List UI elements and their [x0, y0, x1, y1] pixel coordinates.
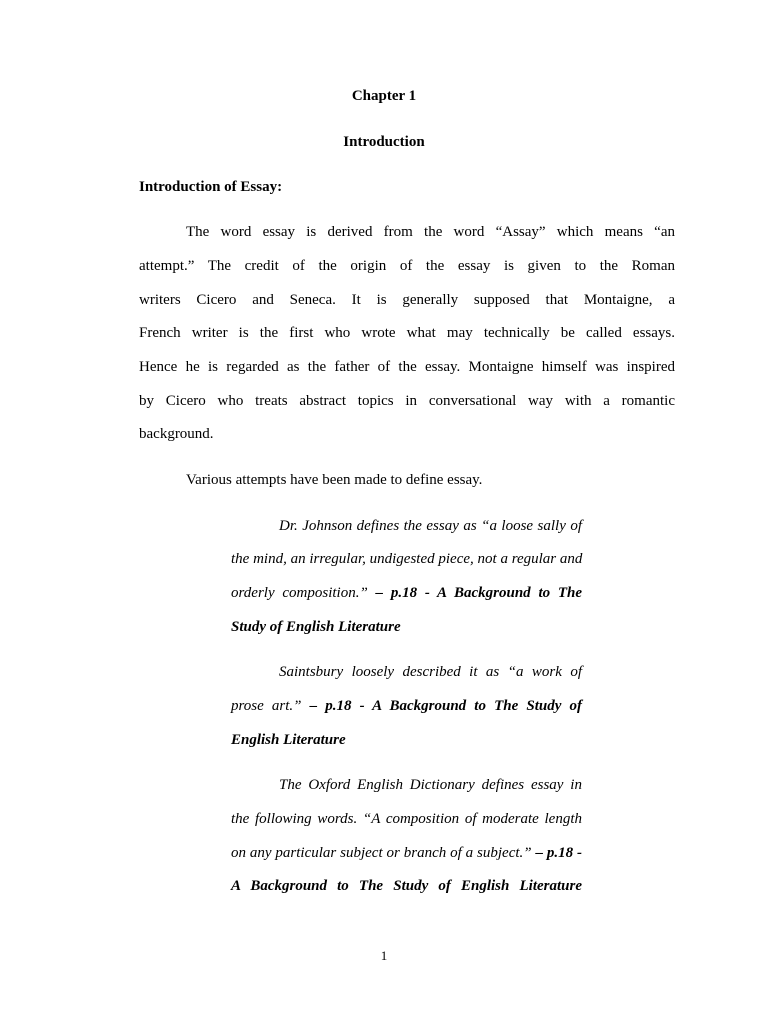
quote-word: composition.” [274, 585, 368, 601]
quote-word: as [477, 664, 500, 680]
quote-word: The [279, 777, 302, 793]
quote-word: Dr. [279, 518, 298, 534]
quote-word: loosely [343, 664, 395, 680]
quote-word: defines [474, 777, 525, 793]
quote-line [279, 518, 582, 535]
quote-word: piece, [434, 551, 474, 567]
citation-word: p.18 [383, 585, 418, 601]
citation-word: Literature [334, 619, 401, 635]
quote-line [231, 732, 582, 749]
quote-line [279, 664, 582, 681]
quote-word: particular [271, 845, 337, 861]
quote-word: on [231, 845, 246, 861]
citation-word: - [351, 698, 365, 714]
quote-line [279, 777, 582, 794]
quote-word: as [458, 518, 477, 534]
citation-word: A [231, 878, 241, 894]
quote-word: the [399, 518, 422, 534]
citation-word: Study [518, 698, 562, 714]
quote-word: art.” [263, 698, 302, 714]
citation-word: A [429, 585, 447, 601]
quote-word: length [538, 811, 582, 827]
quote-word: sally [533, 518, 566, 534]
quote-word: not [473, 551, 497, 567]
citation-word: of [266, 619, 283, 635]
quote-line [231, 619, 582, 636]
quote-word: composition [380, 811, 460, 827]
citation-word: p.18 [543, 845, 574, 861]
quote-word: “a [476, 518, 497, 534]
paragraph-line: attempt.” The credit of the origin of the essay is given to the Roman [139, 258, 675, 274]
page-number: 1 [380, 948, 388, 963]
citation-word: Background [240, 878, 327, 894]
quote-word: following [249, 811, 312, 827]
quote-line [231, 698, 582, 715]
citation-word: English [282, 619, 335, 635]
citation-word: to [466, 698, 486, 714]
citation-word: The [485, 698, 519, 714]
quote-word: orderly [231, 585, 275, 601]
quote-word: subject [336, 845, 383, 861]
citation-word: The [550, 585, 583, 601]
quote-line [231, 811, 582, 828]
quote-word: a [496, 551, 508, 567]
citation-word: Literature [509, 878, 582, 894]
paragraph-line: by Cicero who treats abstract topics in conversational way with a romantic [139, 393, 675, 409]
quote-word: branch [399, 845, 447, 861]
citation-word: Study [383, 878, 429, 894]
quote-word: “a [499, 664, 524, 680]
quote-word: words. [311, 811, 358, 827]
quote-line [231, 551, 582, 568]
section-heading: Introduction of Essay: [139, 179, 283, 195]
quote-word: Dictionary [402, 777, 475, 793]
quote-word: Saintsbury [279, 664, 344, 680]
citation-word: Study [231, 619, 267, 635]
quote-word: of [565, 518, 583, 534]
quote-word: Johnson [297, 518, 353, 534]
chapter-title: Introduction [343, 134, 425, 150]
citation-word: – [531, 845, 543, 861]
quote-word: prose [231, 698, 264, 714]
citation-word: of [428, 878, 451, 894]
citation-word: – [367, 585, 384, 601]
paragraph-line: writers Cicero and Seneca. It is generally supposed that Montaigne, a [139, 292, 675, 308]
quote-word: of [459, 811, 477, 827]
quote-line [231, 845, 582, 862]
citation-word: A [364, 698, 382, 714]
quote-word: regular [507, 551, 557, 567]
quote-word: work [523, 664, 562, 680]
definitions-lead: Various attempts have been made to define essay. [186, 472, 483, 488]
paragraph-line: background. [139, 426, 214, 442]
citation-word: – [301, 698, 318, 714]
quote-word: essay [421, 518, 459, 534]
quote-word: an [286, 551, 306, 567]
quote-word: described [394, 664, 461, 680]
quote-word: it [460, 664, 478, 680]
citation-word: to [530, 585, 551, 601]
quote-word: or [382, 845, 400, 861]
citation-word: Background [381, 698, 467, 714]
quote-line [231, 878, 582, 895]
citation-word: Background [446, 585, 531, 601]
citation-word: English [450, 878, 510, 894]
quote-word: essay [524, 777, 564, 793]
quote-word: subject.” [473, 845, 532, 861]
quote-word: irregular, [305, 551, 366, 567]
quote-word: and [556, 551, 583, 567]
citation-word: English [231, 732, 280, 748]
quote-word: “A [357, 811, 381, 827]
quote-word: mind, [249, 551, 287, 567]
citation-word: - [417, 585, 430, 601]
quote-word: Oxford [301, 777, 351, 793]
quote-word: undigested [365, 551, 435, 567]
paragraph-line: French writer is the first who wrote what may technically be called essays. [139, 325, 675, 341]
citation-word: of [561, 698, 583, 714]
quote-word: moderate [476, 811, 539, 827]
quote-word: any [246, 845, 272, 861]
quote-word: in [563, 777, 582, 793]
quote-word: defines [352, 518, 400, 534]
paragraph-line: Hence he is regarded as the father of the essay. Montaigne himself was inspired [139, 359, 675, 375]
citation-word: - [573, 845, 582, 861]
quote-word: of [446, 845, 462, 861]
quote-word: of [561, 664, 583, 680]
paragraph-line: The word essay is derived from the word “Assay” which means “an [186, 224, 675, 240]
quote-word: English [350, 777, 403, 793]
citation-word: to [327, 878, 349, 894]
quote-line [231, 585, 582, 602]
citation-word: Literature [279, 732, 346, 748]
quote-word: the [231, 551, 250, 567]
quote-word: a [461, 845, 474, 861]
citation-word: The [348, 878, 384, 894]
quote-word: loose [496, 518, 534, 534]
citation-word: p.18 [317, 698, 352, 714]
quote-word: the [231, 811, 250, 827]
chapter-number: Chapter 1 [351, 88, 417, 104]
